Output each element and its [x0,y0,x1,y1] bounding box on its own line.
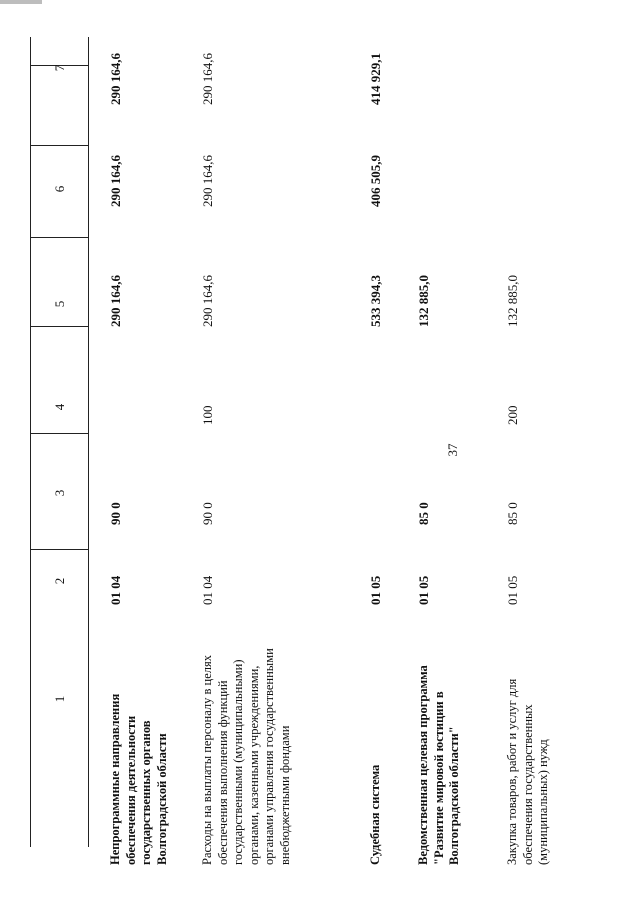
value-cell: 290 164,6 [200,53,215,105]
column-number: 7 [52,64,67,72]
header-top-rule [30,37,31,847]
column-divider [30,549,88,550]
header-bottom-rule [88,37,89,847]
column-number: 2 [52,577,67,585]
value-cell: 132 885,0 [416,275,431,327]
code-cell: 01 04 [200,575,215,605]
column-number: 4 [52,403,67,411]
value-cell: 290 164,6 [108,275,123,327]
row-name: Судебная система [368,764,382,865]
code-cell: 01 05 [505,575,520,605]
row-name: Расходы на выплаты персоналу в целях обеспечения выполнения функций государственными (муниципальными) органами, казенными учреждениями, органами управления государственными внебюджетными фондами [200,648,292,865]
value-cell: 533 394,3 [368,275,383,327]
column-divider [30,433,88,434]
column-number: 6 [52,185,67,193]
code-cell: 90 0 [108,502,123,525]
value-cell: 290 164,6 [200,155,215,207]
code-cell: 85 0 [505,502,520,525]
column-number: 5 [52,300,67,308]
column-divider [30,326,88,327]
code-cell: 90 0 [200,502,215,525]
value-cell: 406 505,9 [368,155,383,207]
code-cell: 100 [200,405,215,425]
column-number: 3 [52,489,67,497]
value-cell: 414 929,1 [368,53,383,105]
column-divider [30,145,88,146]
row-name: Непрограммные направления обеспечения деятельности государственных органов Волгоградской области [108,693,169,865]
value-cell: 132 885,0 [505,275,520,327]
code-cell: 01 04 [108,575,123,605]
row-name: Закупка товаров, работ и услуг для обеспечения государственных (муниципальных) нужд [505,678,550,865]
value-cell: 290 164,6 [200,275,215,327]
row-name: Ведомственная целевая программа "Развитие мировой юстиции в Волгоградской области" [416,665,461,865]
column-number: 1 [52,695,67,703]
value-cell: 290 164,6 [108,155,123,207]
code-cell: 01 05 [416,575,431,605]
code-cell: 85 0 [416,502,431,525]
page-number: 37 [445,443,460,457]
value-cell: 290 164,6 [108,53,123,105]
code-cell: 01 05 [368,575,383,605]
column-divider [30,237,88,238]
code-cell: 200 [505,405,520,425]
